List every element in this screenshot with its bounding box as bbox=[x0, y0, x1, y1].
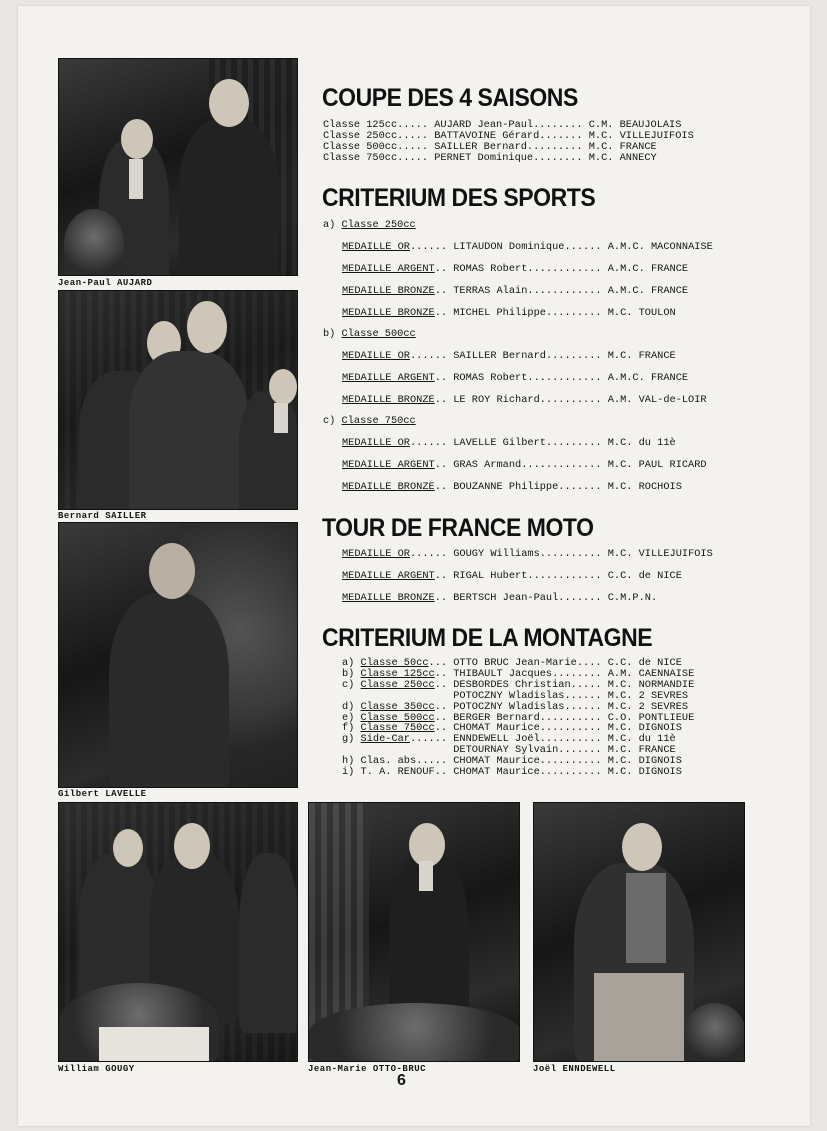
result-line bbox=[323, 329, 416, 340]
rider-name: OTTO BRUC Jean-Marie.... bbox=[453, 657, 608, 669]
result-line bbox=[342, 373, 688, 384]
club-name: M.C. DIGNOIS bbox=[607, 722, 682, 735]
rider-name: ENNDEWELL Joël.......... bbox=[453, 733, 608, 746]
club-name: M.C. du 11è bbox=[607, 733, 676, 746]
club-name: A.M.C. MACONNAISE bbox=[607, 241, 713, 253]
class-label: Classe 750cc..... bbox=[323, 152, 435, 164]
rider-name: POTOCZNY Wladislas...... bbox=[453, 689, 608, 702]
medal-label: MEDAILLE BRONZE bbox=[342, 307, 435, 319]
club-name: A.M. VAL-de-LOIR bbox=[607, 394, 707, 406]
class-heading: Classe 250cc bbox=[341, 219, 416, 231]
club-name: M.C. du 11è bbox=[607, 437, 676, 449]
section-title-criterium: CRITERIUM DES SPORTS bbox=[322, 184, 596, 212]
rider-name: POTOCZNY Wladislas...... bbox=[453, 700, 608, 713]
club-name: M.C. FRANCE bbox=[588, 141, 657, 153]
rider-name: SAILLER Bernard......... bbox=[453, 350, 608, 362]
result-line bbox=[342, 286, 688, 297]
rider-name: LAVELLE Gilbert......... bbox=[453, 437, 608, 449]
class-heading: Classe 500cc bbox=[341, 328, 416, 340]
row-letter: e) bbox=[342, 711, 361, 724]
page-number: 6 bbox=[397, 1072, 406, 1089]
rider-name: AUJARD Jean-Paul........ bbox=[434, 119, 589, 131]
photo-gougy bbox=[58, 802, 298, 1062]
dot-leader: ...... bbox=[409, 241, 454, 253]
row-letter: c) bbox=[342, 678, 361, 691]
row-letter: d) bbox=[342, 700, 361, 713]
rider-name: CHOMAT Maurice.......... bbox=[453, 755, 608, 768]
section-title-coupe: COUPE DES 4 SAISONS bbox=[322, 84, 578, 112]
medal-label: MEDAILLE ARGENT bbox=[342, 372, 435, 384]
dot-leader: ...... bbox=[409, 350, 454, 362]
result-line bbox=[342, 242, 713, 253]
rider-name: ROMAS Robert............ bbox=[453, 263, 608, 275]
club-name: M.C. VILLEJUIFOIS bbox=[588, 130, 694, 142]
club-name: A.M. CAENNAISE bbox=[607, 667, 695, 680]
class-label: Classe 250cc..... bbox=[323, 130, 435, 142]
rider-name: THIBAULT Jacques........ bbox=[453, 667, 608, 680]
club-name: C.M. BEAUJOLAIS bbox=[588, 119, 682, 131]
dot-leader: .. bbox=[434, 394, 454, 406]
photo-sailler bbox=[58, 290, 298, 510]
row-letter: f) bbox=[342, 722, 361, 735]
medal-label: MEDAILLE ARGENT bbox=[342, 570, 435, 582]
group-letter: c) bbox=[323, 415, 342, 427]
medal-label: MEDAILLE OR bbox=[342, 350, 410, 362]
class-label: Classe 500cc bbox=[360, 711, 435, 724]
caption-photo-4: William GOUGY bbox=[58, 1064, 135, 1074]
medal-label: MEDAILLE OR bbox=[342, 437, 410, 449]
dot-leader: .. bbox=[434, 678, 454, 691]
dot-leader: ... bbox=[428, 657, 454, 669]
result-line bbox=[323, 416, 416, 427]
club-name: M.C. FRANCE bbox=[607, 744, 676, 757]
club-name: M.C. NORMANDIE bbox=[607, 678, 695, 691]
rider-name: RIGAL Hubert............ bbox=[453, 570, 608, 582]
class-label: Classe 350cc bbox=[360, 700, 435, 713]
club-name: M.C. DIGNOIS bbox=[607, 755, 682, 768]
club-name: A.M.C. FRANCE bbox=[607, 263, 689, 275]
rider-name: CHOMAT Maurice.......... bbox=[453, 722, 608, 735]
class-heading: Classe 750cc bbox=[341, 415, 416, 427]
result-line bbox=[342, 351, 676, 362]
caption-photo-5: Jean-Marie OTTO-BRUC bbox=[308, 1064, 427, 1074]
class-label: Classe 750cc bbox=[360, 722, 435, 735]
medal-label: MEDAILLE BRONZE bbox=[342, 285, 435, 297]
row-letter: i) bbox=[342, 766, 361, 778]
club-name: M.C. ANNECY bbox=[588, 152, 657, 164]
class-label: Classe 500cc..... bbox=[323, 141, 435, 153]
rider-name: TERRAS Alain............ bbox=[453, 285, 608, 297]
class-label: Classe 250cc bbox=[360, 678, 435, 691]
club-name: C.M.P.N. bbox=[607, 592, 658, 604]
rider-name: CHOMAT Maurice.......... bbox=[453, 766, 608, 778]
row-letter: a) bbox=[342, 657, 361, 669]
dot-leader: .. bbox=[434, 263, 454, 275]
dot-leader: ...... bbox=[409, 437, 454, 449]
dot-leader: .. bbox=[434, 592, 454, 604]
dot-leader: .. bbox=[434, 307, 454, 319]
dot-leader: ...... bbox=[409, 548, 454, 560]
rider-name: GRAS Armand............. bbox=[453, 459, 608, 471]
club-name: C.C. de NICE bbox=[607, 657, 682, 669]
dot-leader: .. bbox=[434, 711, 454, 724]
rider-name: DESBORDES Christian..... bbox=[453, 678, 608, 691]
result-line bbox=[323, 220, 416, 231]
dot-leader: .. bbox=[434, 459, 454, 471]
dot-leader: .. bbox=[434, 570, 454, 582]
rider-name: DETOURNAY Sylvain....... bbox=[453, 744, 608, 757]
rider-name: MICHEL Philippe......... bbox=[453, 307, 608, 319]
club-name: A.M.C. FRANCE bbox=[607, 372, 689, 384]
dot-leader: .. bbox=[434, 700, 454, 713]
photo-aujard bbox=[58, 58, 298, 276]
rider-name: SAILLER Bernard......... bbox=[434, 141, 589, 153]
section-title-montagne: CRITERIUM DE LA MONTAGNE bbox=[322, 624, 653, 652]
dot-leader: Clas. abs..... bbox=[360, 755, 454, 768]
result-line bbox=[342, 460, 707, 471]
group-letter: a) bbox=[323, 219, 342, 231]
result-line bbox=[342, 264, 688, 275]
medal-label: MEDAILLE ARGENT bbox=[342, 263, 435, 275]
club-name: A.M.C. FRANCE bbox=[607, 285, 689, 297]
medal-label: MEDAILLE OR bbox=[342, 548, 410, 560]
class-label: Classe 125cc..... bbox=[323, 119, 435, 131]
club-name: C.O. PONTLIEUE bbox=[607, 711, 695, 724]
rider-name: ROMAS Robert............ bbox=[453, 372, 608, 384]
class-label: Side-Car bbox=[360, 733, 410, 746]
result-line bbox=[342, 593, 657, 604]
rider-name: PERNET Dominique........ bbox=[434, 152, 589, 164]
dot-leader: ...... bbox=[409, 733, 454, 746]
dot-leader: .. bbox=[434, 667, 454, 680]
result-line bbox=[342, 571, 682, 582]
club-name: M.C. ROCHOIS bbox=[607, 481, 682, 493]
club-name: M.C. FRANCE bbox=[607, 350, 676, 362]
club-name: M.C. VILLEJUIFOIS bbox=[607, 548, 713, 560]
caption-photo-2: Bernard SAILLER bbox=[58, 511, 147, 521]
result-line bbox=[342, 549, 713, 560]
row-letter: g) bbox=[342, 733, 361, 746]
result-line bbox=[342, 395, 707, 406]
club-name: M.C. DIGNOIS bbox=[607, 766, 682, 778]
group-letter: b) bbox=[323, 328, 342, 340]
dot-leader: .. bbox=[434, 722, 454, 735]
medal-label: MEDAILLE BRONZE bbox=[342, 481, 435, 493]
caption-photo-3: Gilbert LAVELLE bbox=[58, 789, 147, 799]
club-name: M.C. TOULON bbox=[607, 307, 676, 319]
row-letter: h) bbox=[342, 755, 361, 768]
section-title-tour: TOUR DE FRANCE MOTO bbox=[322, 514, 594, 542]
medal-label: MEDAILLE ARGENT bbox=[342, 459, 435, 471]
caption-photo-1: Jean-Paul AUJARD bbox=[58, 278, 153, 288]
medal-label: MEDAILLE BRONZE bbox=[342, 394, 435, 406]
result-line bbox=[342, 767, 682, 778]
row-letter: b) bbox=[342, 667, 361, 680]
club-name: M.C. 2 SEVRES bbox=[607, 700, 689, 713]
dot-leader: .. bbox=[434, 285, 454, 297]
rider-name: BOUZANNE Philippe....... bbox=[453, 481, 608, 493]
dot-leader: .. bbox=[434, 481, 454, 493]
dot-leader: T. A. RENOUF.. bbox=[360, 766, 454, 778]
result-line bbox=[342, 308, 676, 319]
result-line bbox=[323, 153, 657, 164]
rider-name: BERTSCH Jean-Paul....... bbox=[453, 592, 608, 604]
rider-name: LITAUDON Dominique...... bbox=[453, 241, 608, 253]
rider-name: BATTAVOINE Gérard....... bbox=[434, 130, 589, 142]
class-label: Classe 50cc bbox=[360, 657, 429, 669]
result-line bbox=[342, 438, 676, 449]
rider-name: GOUGY Williams.......... bbox=[453, 548, 608, 560]
club-name: M.C. PAUL RICARD bbox=[607, 459, 707, 471]
medal-label: MEDAILLE OR bbox=[342, 241, 410, 253]
medal-label: MEDAILLE BRONZE bbox=[342, 592, 435, 604]
photo-enndewell bbox=[533, 802, 745, 1062]
class-label: Classe 125cc bbox=[360, 667, 435, 680]
dot-leader: .. bbox=[434, 372, 454, 384]
club-name: M.C. 2 SEVRES bbox=[607, 689, 689, 702]
caption-photo-6: Joël ENNDEWELL bbox=[533, 1064, 616, 1074]
result-line bbox=[342, 482, 682, 493]
rider-name: BERGER Bernard.......... bbox=[453, 711, 608, 724]
photo-otto-bruc bbox=[308, 802, 520, 1062]
rider-name: LE ROY Richard.......... bbox=[453, 394, 608, 406]
photo-lavelle bbox=[58, 522, 298, 788]
club-name: C.C. de NICE bbox=[607, 570, 682, 582]
